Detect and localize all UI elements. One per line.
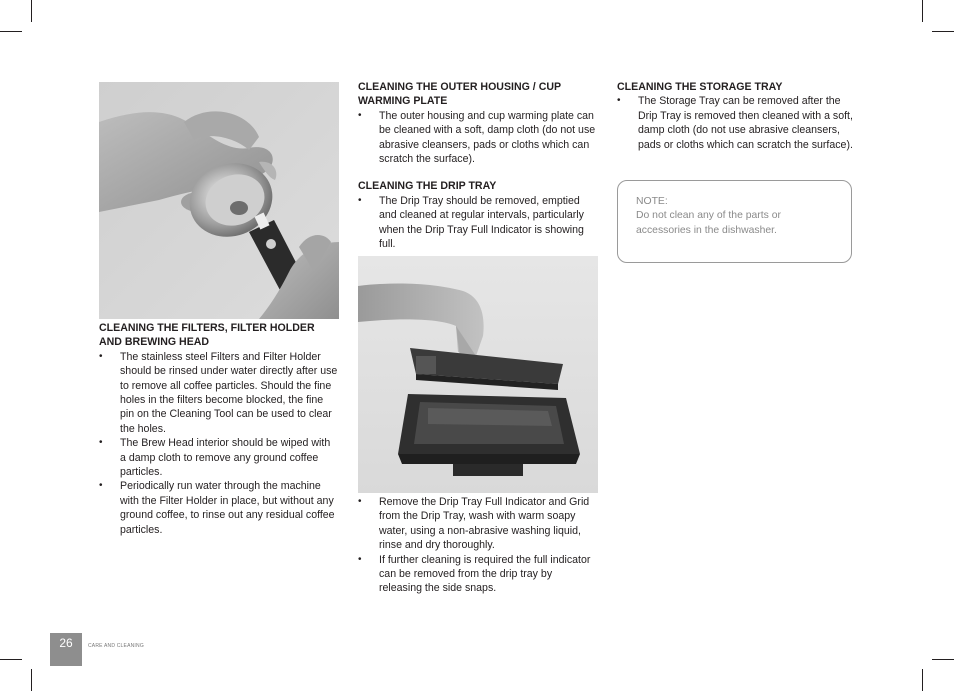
bullet-list xyxy=(617,94,857,152)
section-heading: CLEANING THE STORAGE TRAY xyxy=(617,81,783,93)
list-item: • The stainless steel Filters and Filter Holder should be rinsed under water directly after use to remove all coffee particles. Should the fine holes in the filters become blocked, the fine pin on the Cleaning Tool can be used to clear the holes. xyxy=(99,350,339,436)
list-item: • Remove the Drip Tray Full Indicator and Grid from the Drip Tray, wash with warm soapy water, using a non-abrasive washing liquid, rinse and dry thoroughly. xyxy=(358,495,598,553)
filters-section xyxy=(99,321,339,537)
list-item: • The outer housing and cup warming plate can be cleaned with a soft, damp cloth (do not use abrasive cleansers, pads or cloths which can scratch the surface). xyxy=(358,109,598,167)
section-heading: CLEANING THE DRIP TRAY xyxy=(358,180,497,193)
list-item: • The Brew Head interior should be wiped with a damp cloth to remove any ground coffee particles. xyxy=(99,436,339,479)
bullet-list xyxy=(358,109,598,167)
section-heading: CLEANING THE FILTERS, FILTER HOLDER AND BREWING HEAD xyxy=(99,322,315,349)
section-heading: CLEANING THE OUTER HOUSING / CUP WARMING PLATE xyxy=(358,81,561,108)
note-title: NOTE: xyxy=(636,196,668,207)
bullet-list xyxy=(358,194,598,252)
list-item: • The Drip Tray should be removed, emptied and cleaned at regular intervals, particularly when the Drip Tray Full Indicator is showing full. xyxy=(358,194,598,252)
list-item: • Periodically run water through the machine with the Filter Holder in place, but without any ground coffee, to rinse out any residual coffee particles. xyxy=(99,479,339,537)
storage-tray-section xyxy=(617,80,857,152)
list-item: • If further cleaning is required the full indicator can be removed from the drip tray by releasing the side snaps. xyxy=(358,553,598,596)
footer-section-label: CARE AND CLEANING xyxy=(88,643,144,649)
crop-mark xyxy=(922,0,923,22)
crop-mark xyxy=(31,669,32,691)
bullet-list xyxy=(358,495,598,596)
crop-mark xyxy=(922,669,923,691)
list-item: • The Storage Tray can be removed after the Drip Tray is removed then cleaned with a soft, damp cloth (do not use abrasive cleansers, pads or cloths which can scratch the surface). xyxy=(617,94,857,152)
filter-cleaning-photo xyxy=(99,82,339,319)
bullet-list xyxy=(99,350,339,537)
note-box xyxy=(617,180,852,263)
crop-mark xyxy=(31,0,32,22)
crop-mark xyxy=(0,31,22,32)
drip-tray-photo xyxy=(358,256,598,493)
crop-mark xyxy=(0,659,22,660)
housing-and-drip-tray-section xyxy=(358,80,598,251)
note-text: Do not clean any of the parts or accessories in the dishwasher. xyxy=(636,210,781,236)
crop-mark xyxy=(932,31,954,32)
page-number: 26 xyxy=(50,633,82,666)
crop-mark xyxy=(932,659,954,660)
drip-tray-instructions xyxy=(358,495,598,596)
